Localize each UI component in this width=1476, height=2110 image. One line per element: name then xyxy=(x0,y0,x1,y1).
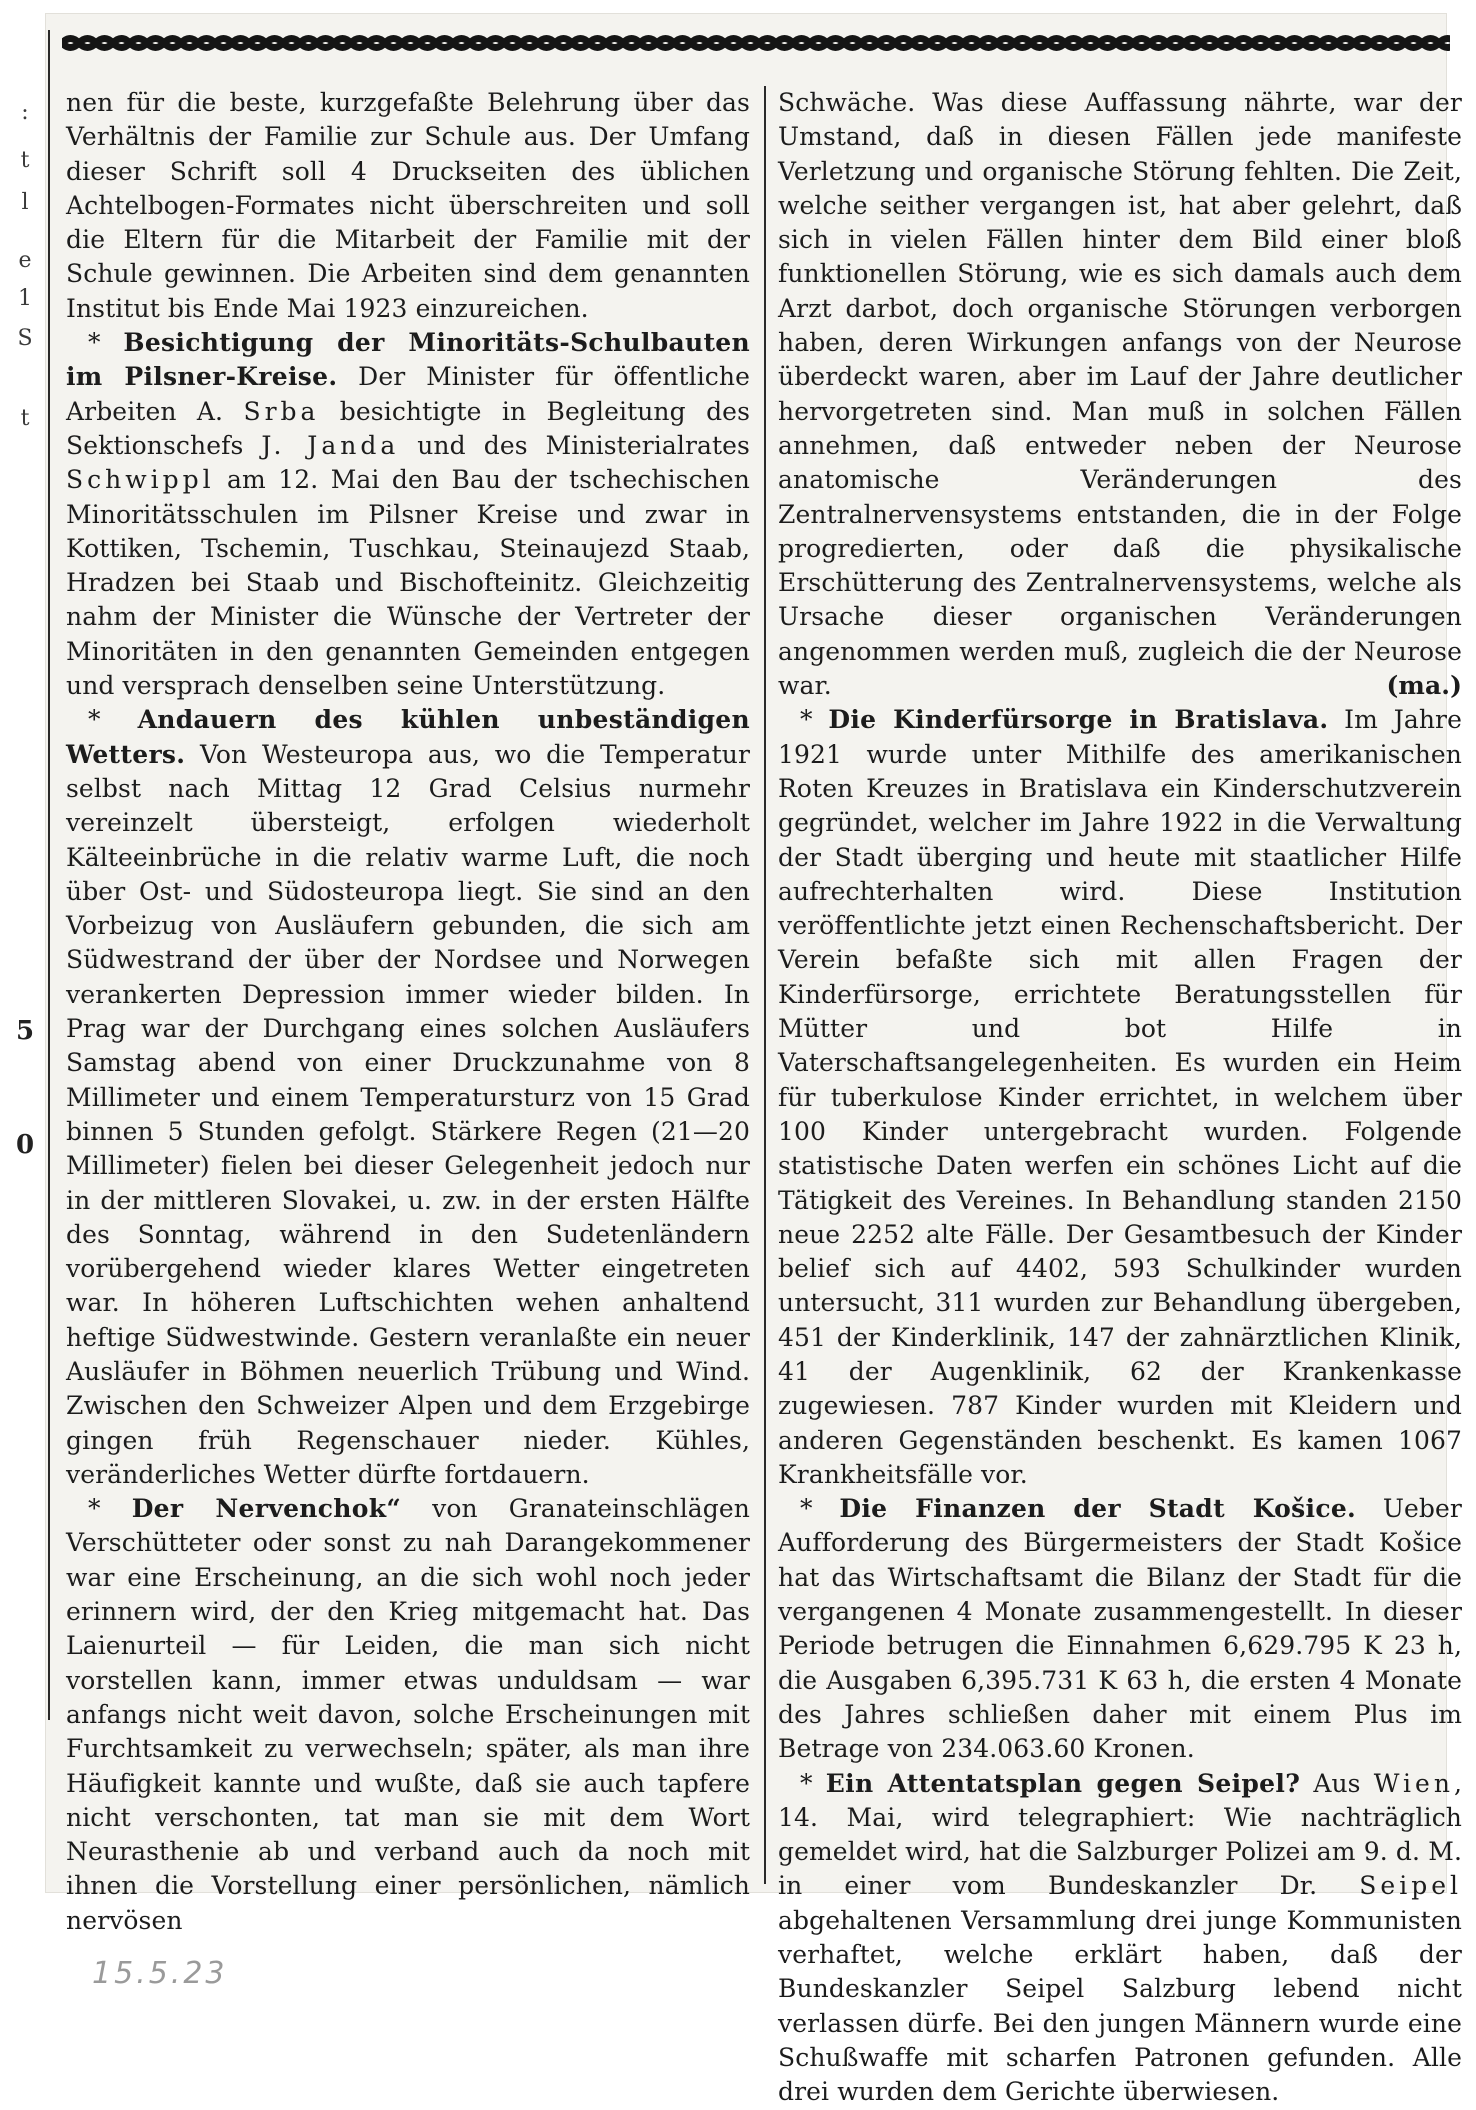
margin-mark: S xyxy=(17,326,33,351)
margin-mark: l xyxy=(21,190,29,215)
article-text: besichtigte in Begleitung des Sektionschefs xyxy=(66,396,750,460)
right-column xyxy=(778,86,1462,2110)
wavy-ornament-rule xyxy=(62,22,1450,64)
article-text: abgehaltenen Versammlung drei junge Kommunisten verhaftet, welche erklärt haben, daß der Bundeskanzler Seipel Salzburg lebend nicht verlassen dürfe. Bei den jungen Männern wurde eine Schußwaffe mit scharfen Patronen gefunden. Alle drei wurden dem Gerichte überwiesen. xyxy=(778,1905,1462,2107)
article-headline: Die Kinderfürsorge in Bratislava. xyxy=(828,705,1329,735)
article-weather: * Andauern des kühlen unbeständigen Wetters. Von Westeuropa aus, wo die Temperatur selbst nach Mittag 12 Grad Celsius nurmehr vereinzelt übersteigt, erfolgen wiederholt Kälteeinbrüche in die relativ warme Luft, die noch über Ost- und Südosteuropa liegt. Sie sind an den Vorbeizug von Ausläufern gebunden, die sich am Südwestrand der über der Nordsee und Norwegen verankerten Depression immer wieder bilden. In Prag war der Durchgang eines solchen Ausläufers Samstag abend von einer Druckzunahme von 8 Millimeter und einem Temperatursturz von 15 Grad binnen 5 Stunden gefolgt. Stärkere Regen (21—20 Millimeter) fielen bei dieser Gelegenheit jedoch nur in der mittleren Slovakei, u. zw. in der ersten Hälfte des Sonntag, während in den Sudetenländern vorübergehend wieder klares Wetter eingetreten war. In höheren Luftschichten wehen anhaltend heftige Südwestwinde. Gestern veranlaßte ein neuer Ausläufer in Böhmen neuerlich Trübung und Wind. Zwischen den Schweizer Alpen und dem Erzgebirge gingen früh Regenschauer nieder. Kühles, veränderliches Wetter dürfte fortdauern. xyxy=(66,705,750,1489)
margin-mark: 5 xyxy=(15,1016,35,1046)
article-text: Von Westeuropa aus, wo die Temperatur selbst nach Mittag 12 Grad Celsius nurmehr vereinzelt übersteigt, erfolgen wiederholt Kälteeinbrüche in die relativ warme Luft, die noch über Ost- und Südosteuropa liegt. Sie sind an den Vorbeizug von Ausläufern gebunden, die sich am Südwestrand der über der Nordsee und Norwegen verankerten Depression immer wieder bilden. In Prag war der Durchgang eines solchen Ausläufers Samstag abend von einer Druckzunahme von 8 Millimeter und einem Temperatursturz von 15 Grad binnen 5 Stunden gefolgt. Stärkere Regen (21—20 Millimeter) fielen bei dieser Gelegenheit jedoch nur in der mittleren Slovakei, u. zw. in der ersten Hälfte des Sonntag, während in den Sudetenländern vorübergehend wieder klares Wetter eingetreten war. In höheren Luftschichten wehen anhaltend heftige Südwestwinde. Gestern veranlaßte ein neuer Ausläufer in Böhmen neuerlich Trübung und Wind. Zwischen den Schweizer Alpen und dem Erzgebirge gingen früh Regenschauer nieder. Kühles, veränderliches Wetter dürfte fortdauern. xyxy=(66,739,750,1489)
left-margin-fragments xyxy=(10,90,40,1910)
article-text: und des Ministerialrates xyxy=(399,430,750,460)
article-continuation: nen für die beste, kurzgefaßte Belehrung über das Verhältnis der Familie zur Schule aus. Der Umfang dieser Schrift soll 4 Druckseiten des üblichen Achtelbogen-Formates nicht überschreiten und soll die Eltern für die Mitarbeit der Familie mit der Schule gewinnen. Die Arbeiten sind dem genannten Institut bis Ende Mai 1923 einzureichen. xyxy=(66,88,750,323)
article-nervenchok-continued xyxy=(778,86,1462,703)
margin-mark: t xyxy=(20,406,30,431)
article-text: Ueber Aufforderung des Bürgermeisters der Stadt Košice hat das Wirtschaftsamt die Bilanz der Stadt für die vergangenen 4 Monate zusammengestellt. In dieser Periode betrugen die Einnahmen 6,629.795 K 23 h, die Ausgaben 6,395.731 K 63 h, die ersten 4 Monate des Jahres schließen daher mit einem Plus im Betrage von 234.063.60 Kronen. xyxy=(778,1494,1462,1764)
author-signoff: (ma.) xyxy=(1386,671,1462,701)
article-text: Der Minister für öffentliche Arbeiten A. xyxy=(66,362,751,426)
article-text: am 12. Mai den Bau der tschechischen Minoritätsschulen im Pilsner Kreise und zwar in Kottiken, Tschemin, Tuschkau, Steinaujezd Staab, Hradzen bei Staab und Bischofteinitz. Gleichzeitig nahm der Minister die Wünsche der Vertreter der Minoritäten in den genannten Gemeinden entgegen und versprach denselben seine Unterstützung. xyxy=(66,465,750,701)
article-headline: Andauern des kühlen unbeständigen Wetters. xyxy=(66,705,750,769)
article-text: Schwäche. Was diese Auffassung nährte, war der Umstand, daß in diesen Fällen jede manifeste Verletzung und organische Störung fehlten. Die Zeit, welche seither vergangen ist, hat aber gelehrt, daß sich in vielen Fällen hinter dem Bild einer bloß funktionellen Störung, wie es sich damals auch dem Arzt darbot, doch organische Störungen verborgen haben, deren Wirkungen anfangs von der Neurose überdeckt waren, aber im Lauf der Jahre deutlicher hervorgetreten sind. Man muß in solchen Fällen annehmen, daß entweder neben der Neurose anatomische Veränderungen des Zentralnervensystems entstanden, die in der Folge progredierten, oder daß die physikalische Erschütterung des Zentralnervensystems, welche als Ursache dieser organischen Veränderungen angenommen werden muß, zugleich die der Neurose war. xyxy=(778,88,1462,701)
margin-mark: 0 xyxy=(15,1130,35,1160)
person-name: J. Janda xyxy=(261,430,400,460)
margin-mark: e xyxy=(18,248,32,273)
place-name: Wien xyxy=(1373,1768,1454,1798)
article-headline: Besichtigung der Minoritäts-Schulbauten im Pilsner-Kreise. xyxy=(66,328,750,392)
article-minority-schools: * Besichtigung der Minoritäts-Schulbauten im Pilsner-Kreise. Der Minister für öffentliche Arbeiten A. Srba besichtigte in Begleitung des Sektionschefs J. Janda und des Ministerialrates Schwippl am 12. Mai den Bau der tschechischen Minoritätsschulen im Pilsner Kreise und zwar in Kottiken, Tschemin, Tuschkau, Steinaujezd Staab, Hradzen bei Staab und Bischofteinitz. Gleichzeitig nahm der Minister die Wünsche der Vertreter der Minoritäten in den genannten Gemeinden entgegen und versprach denselben seine Unterstützung. xyxy=(66,328,751,701)
margin-mark: 1 xyxy=(18,286,32,311)
left-column xyxy=(66,86,750,1938)
article-text: von Granateinschlägen Verschütteter oder sonst zu nah Darangekommener war eine Erscheinung, an die sich wohl noch jeder erinnern wird, der den Krieg mitgemacht hat. Das Laienurteil — für Leiden, die man sich nicht vorstellen kann, immer etwas unduldsam — war anfangs nicht weit davon, solche Erscheinungen mit Furchtsamkeit zu verwechseln; später, als man ihre Häufigkeit kannte und wußte, daß sie auch tapfere nicht verschonten, tat man sie mit dem Wort Neurasthenie ab und verband auch da noch mit ihnen die Vorstellung einer persönlichen, nämlich nervösen xyxy=(66,1494,750,1935)
article-seipel-plot: * Ein Attentatsplan gegen Seipel? Aus Wien, 14. Mai, wird telegraphiert: Wie nachträglich gemeldet wird, hat die Salzburger Polizei am 9. d. M. in einer vom Bundeskanzler Dr. Seipel abgehaltenen Versammlung drei junge Kommunisten verhaftet, welche erklärt haben, daß der Bundeskanzler Seipel Salzburg lebend nicht verlassen dürfe. Bei den jungen Männern wurde eine Schußwaffe mit scharfen Patronen gefunden. Alle drei wurden dem Gerichte überwiesen. xyxy=(778,1768,1462,2107)
clipping-edge-line xyxy=(48,30,50,1720)
article-text: , 14. Mai, wird telegraphiert: Wie nachträglich gemeldet wird, hat die Salzburger Polizei am 9. d. M. in einer vom Bundeskanzler Dr. xyxy=(778,1768,1462,1901)
article-text: Aus xyxy=(1300,1768,1374,1798)
column-divider xyxy=(764,86,766,1884)
person-name: Seipel xyxy=(1359,1871,1462,1901)
handwritten-date: 15.5.23 xyxy=(92,1956,228,1991)
margin-mark: t xyxy=(20,148,30,173)
article-child-welfare: * Die Kinderfürsorge in Bratislava. Im Jahre 1921 wurde unter Mithilfe des amerikanischen Roten Kreuzes in Bratislava ein Kinderschutzverein gegründet, welcher im Jahre 1922 in die Verwaltung der Stadt überging und heute mit staatlicher Hilfe aufrechterhalten wird. Diese Institution veröffentlichte jetzt einen Rechenschaftsbericht. Der Verein befaßte sich mit allen Fragen der Kinderfürsorge, errichtete Beratungsstellen für Mütter und bot Hilfe in Vaterschaftsangelegenheiten. Es wurden ein Heim für tuberkulose Kinder errichtet, in welchem über 100 Kinder untergebracht wurden. Folgende statistische Daten werfen ein schönes Licht auf die Tätigkeit des Vereines. In Behandlung standen 2150 neue 2252 alte Fälle. Der Gesamtbesuch der Kinder belief sich auf 4402, 593 Schulkinder wurden untersucht, 311 wurden zur Behandlung übergeben, 451 der Kinderklinik, 147 der zahnärztlichen Klinik, 41 der Augenklinik, 62 der Krankenkasse zugewiesen. 787 Kinder wurden mit Kleidern und anderen Gegenständen beschenkt. Es kamen 1067 Krankheitsfälle vor. xyxy=(778,705,1462,1489)
article-text: Im Jahre 1921 wurde unter Mithilfe des amerikanischen Roten Kreuzes in Bratislava ein Kinderschutzverein gegründet, welcher im Jahre 1922 in die Verwaltung der Stadt überging und heute mit staatlicher Hilfe aufrechterhalten wird. Diese Institution veröffentlichte jetzt einen Rechenschaftsbericht. Der Verein befaßte sich mit allen Fragen der Kinderfürsorge, errichtete Beratungsstellen für Mütter und bot Hilfe in Vaterschaftsangelegenheiten. Es wurden ein Heim für tuberkulose Kinder errichtet, in welchem über 100 Kinder untergebracht wurden. Folgende statistische Daten werfen ein schönes Licht auf die Tätigkeit des Vereines. In Behandlung standen 2150 neue 2252 alte Fälle. Der Gesamtbesuch der Kinder belief sich auf 4402, 593 Schulkinder wurden untersucht, 311 wurden zur Behandlung übergeben, 451 der Kinderklinik, 147 der zahnärztlichen Klinik, 41 der Augenklinik, 62 der Krankenkasse zugewiesen. 787 Kinder wurden mit Kleidern und anderen Gegenständen beschenkt. Es kamen 1067 Krankheitsfälle vor. xyxy=(778,705,1462,1489)
article-kosice-finances: * Die Finanzen der Stadt Košice. Ueber Aufforderung des Bürgermeisters der Stadt Košice hat das Wirtschaftsamt die Bilanz der Stadt für die vergangenen 4 Monate zusammengestellt. In dieser Periode betrugen die Einnahmen 6,629.795 K 23 h, die Ausgaben 6,395.731 K 63 h, die ersten 4 Monate des Jahres schließen daher mit einem Plus im Betrage von 234.063.60 Kronen. xyxy=(778,1494,1462,1764)
article-headline: Die Finanzen der Stadt Košice. xyxy=(839,1494,1357,1524)
article-headline: Der Nervenchok“ xyxy=(131,1494,402,1524)
person-name: Schwippl xyxy=(66,465,215,495)
margin-mark: : xyxy=(21,100,29,125)
article-nervenchok: * Der Nervenchok“ von Granateinschlägen Verschütteter oder sonst zu nah Darangekommener war eine Erscheinung, an die sich wohl noch jeder erinnern wird, der den Krieg mitgemacht hat. Das Laienurteil — für Leiden, die man sich nicht vorstellen kann, immer etwas unduldsam — war anfangs nicht weit davon, solche Erscheinungen mit Furchtsamkeit zu verwechseln; später, als man ihre Häufigkeit kannte und wußte, daß sie auch tapfere nicht verschonten, tat man sie mit dem Wort Neurasthenie ab und verband auch da noch mit ihnen die Vorstellung einer persönlichen, nämlich nervösen xyxy=(66,1494,750,1935)
article-headline: Ein Attentatsplan gegen Seipel? xyxy=(825,1768,1301,1798)
person-name: Srba xyxy=(243,396,320,426)
